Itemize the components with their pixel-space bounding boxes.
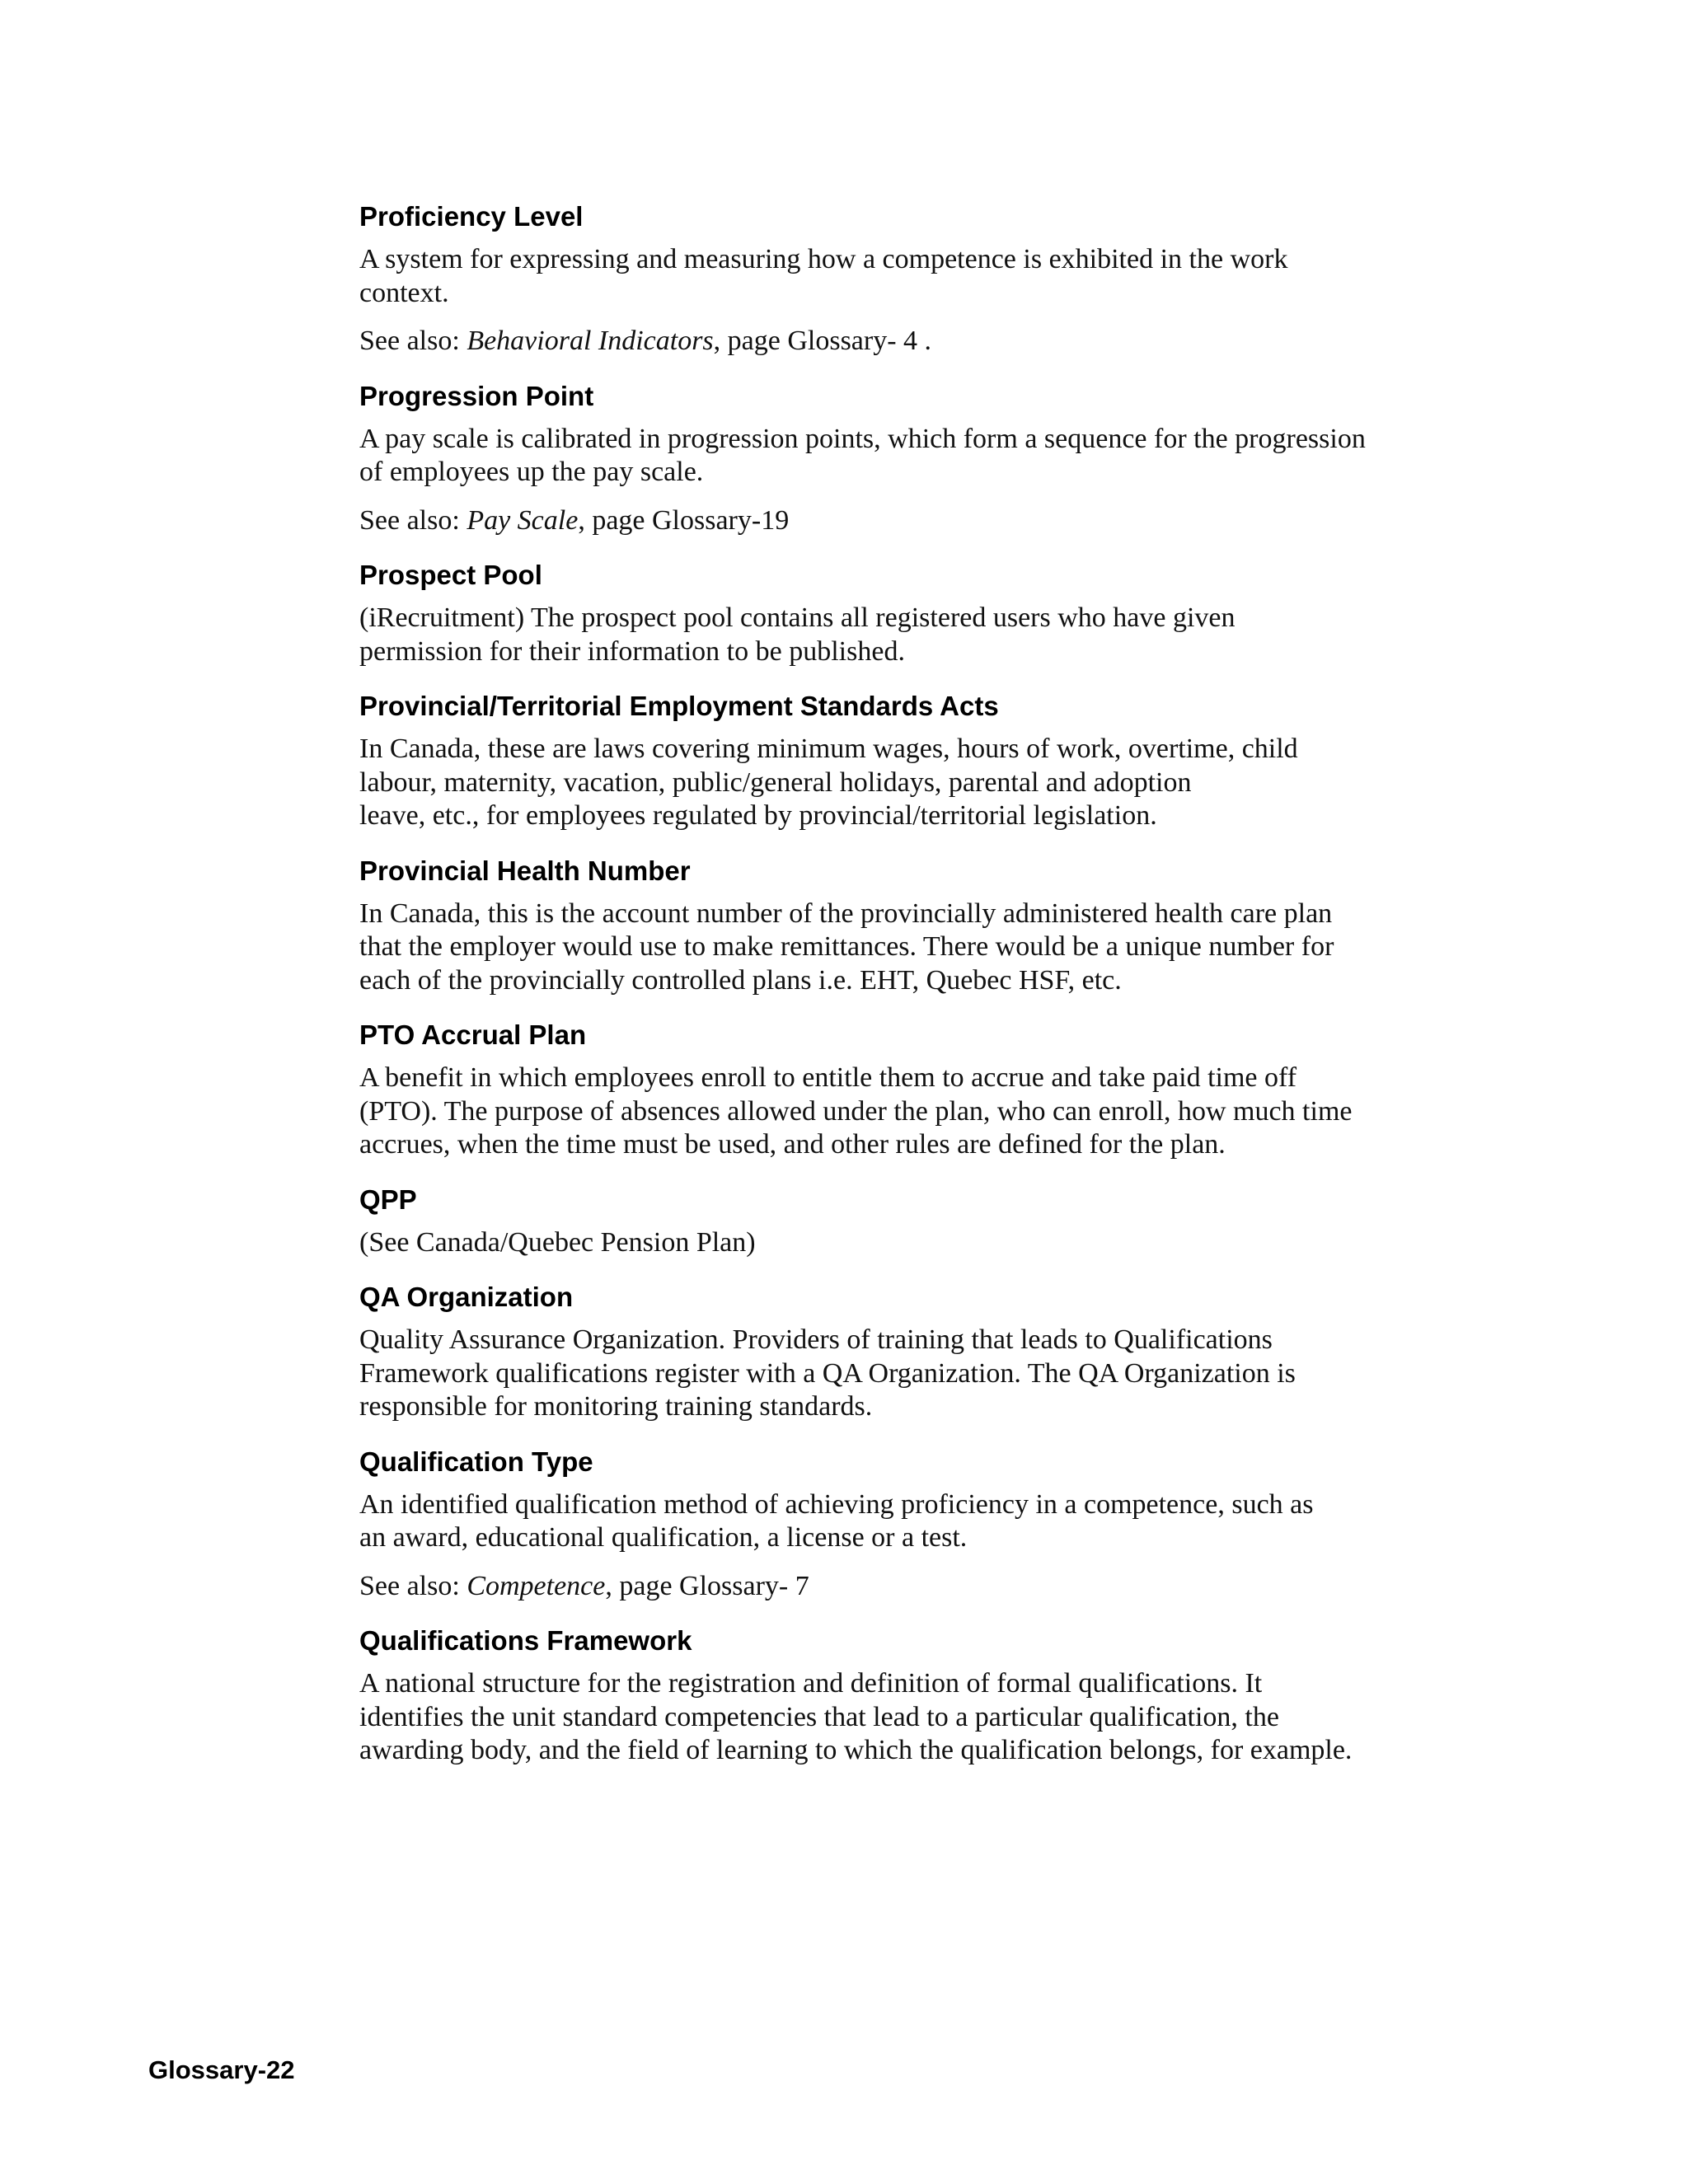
see-also-prefix: See also: <box>359 326 467 356</box>
glossary-entry <box>359 690 1447 833</box>
glossary-term: Qualification Type <box>359 1446 593 1477</box>
see-also-page: , page Glossary- 7 <box>605 1570 809 1601</box>
glossary-definition: (See Canada/Quebec Pension Plan) <box>359 1226 756 1258</box>
see-also <box>359 504 1447 538</box>
glossary-entry <box>359 380 1447 538</box>
glossary-definition: A national structure for the registration and definition of formal qualifications. It identifies the unit standard competencies that lead to a particular qualification, the awarding body, and the field of learning to which the qualification belongs, for example. <box>359 1668 1353 1765</box>
see-also <box>359 1570 1447 1604</box>
glossary-content <box>359 200 1447 1789</box>
glossary-term: Progression Point <box>359 380 594 411</box>
see-also-page: , page Glossary-19 <box>578 504 790 536</box>
glossary-definition: An identified qualification method of achieving proficiency in a competence, such as an award, educational qualification, a license or a test. <box>359 1488 1314 1553</box>
glossary-term: Proficiency Level <box>359 201 584 232</box>
glossary-entry <box>359 200 1447 359</box>
glossary-entry <box>359 1183 1447 1260</box>
glossary-entry <box>359 1281 1447 1424</box>
glossary-entry <box>359 559 1447 668</box>
see-also-link[interactable]: Behavioral Indicators <box>467 326 714 356</box>
see-also-link[interactable]: Pay Scale <box>467 504 579 536</box>
see-also-link[interactable]: Competence <box>467 1570 606 1601</box>
glossary-entry <box>359 1019 1447 1162</box>
glossary-entry <box>359 855 1447 998</box>
see-also-prefix: See also: <box>359 504 467 536</box>
glossary-definition: In Canada, these are laws covering minimum wages, hours of work, overtime, child labour, maternity, vacation, public/general holidays, parental and adoption leave, etc., for employees regulated by provincial/territorial legislation. <box>359 733 1298 831</box>
see-also <box>359 325 1447 359</box>
glossary-term: Provincial Health Number <box>359 855 691 886</box>
glossary-entry <box>359 1446 1447 1604</box>
glossary-definition: (iRecruitment) The prospect pool contains all registered users who have given permission for their information to be published. <box>359 602 1236 667</box>
glossary-term: Qualifications Framework <box>359 1625 692 1656</box>
glossary-term: Provincial/Territorial Employment Standards Acts <box>359 691 999 721</box>
glossary-definition: In Canada, this is the account number of the provincially administered health care plan that the employer would use to make remittances. There would be a unique number for each of the provincially controlled plans i.e. EHT, Quebec HSF, etc. <box>359 898 1334 996</box>
glossary-definition: A benefit in which employees enroll to entitle them to accrue and take paid time off (PTO). The purpose of absences allowed under the plan, who can enroll, how much time accrues, when the time must be used, and other rules are defined for the plan. <box>359 1062 1353 1160</box>
glossary-term: QA Organization <box>359 1282 574 1312</box>
page-number: Glossary-22 <box>148 2055 295 2084</box>
glossary-term: PTO Accrual Plan <box>359 1019 587 1050</box>
glossary-term: QPP <box>359 1183 417 1215</box>
glossary-entry <box>359 1624 1447 1768</box>
glossary-definition: Quality Assurance Organization. Providers of training that leads to Qualifications Framework qualifications register with a QA Organization. The QA Organization is responsible for monitoring training standards. <box>359 1324 1296 1422</box>
see-also-prefix: See also: <box>359 1570 467 1601</box>
glossary-definition: A pay scale is calibrated in progression points, which form a sequence for the progression of employees up the pay scale. <box>359 423 1366 487</box>
see-also-page: , page Glossary- 4 . <box>713 326 932 356</box>
glossary-definition: A system for expressing and measuring how a competence is exhibited in the work context. <box>359 244 1288 308</box>
glossary-term: Prospect Pool <box>359 560 542 590</box>
